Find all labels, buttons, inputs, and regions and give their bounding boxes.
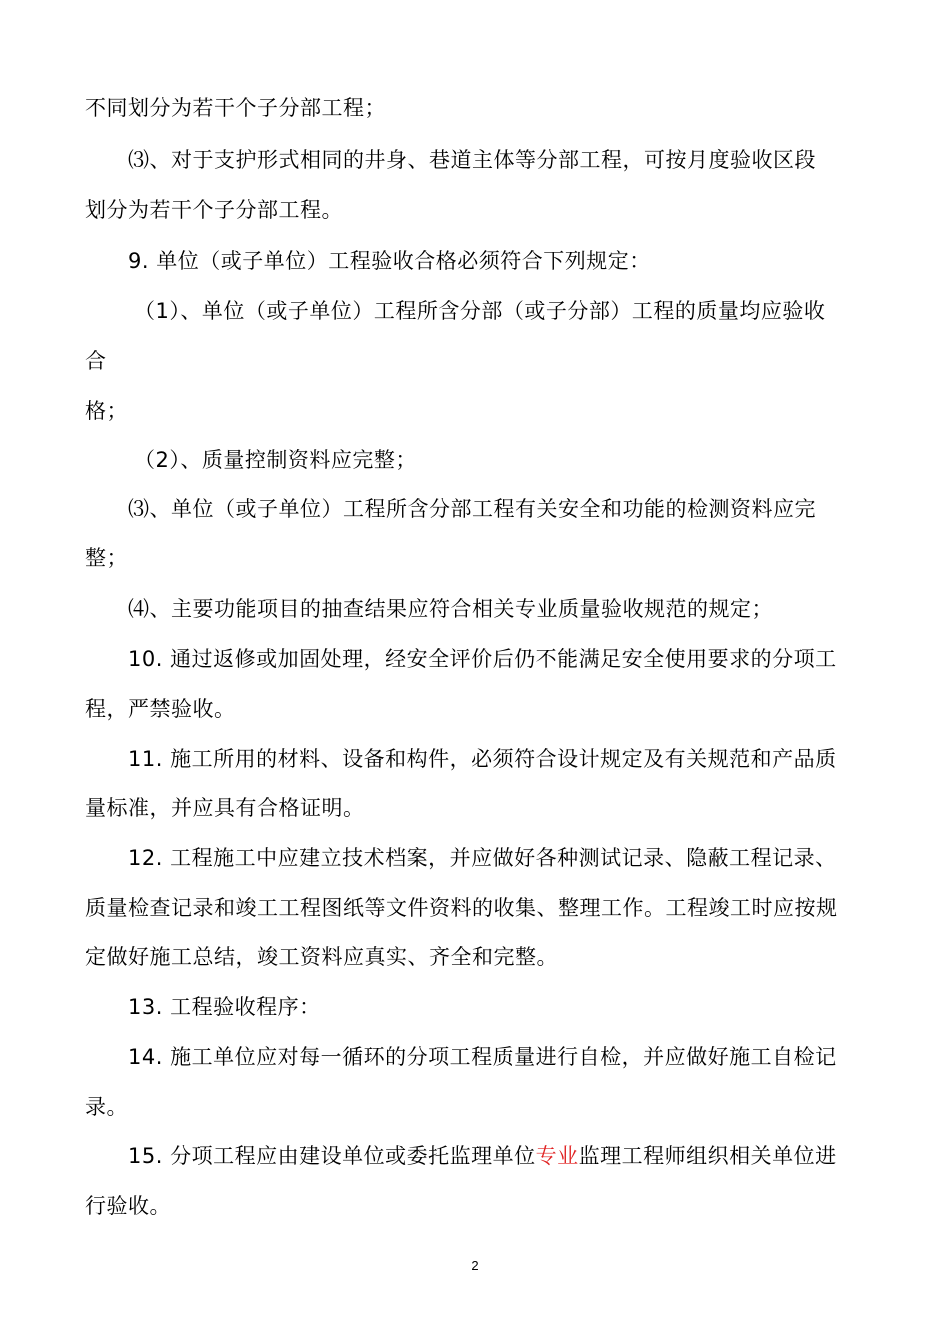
text-line: 录。 — [85, 1095, 128, 1119]
text-line: ⑷、主要功能项目的抽查结果应符合相关专业质量验收规范的规定； — [128, 597, 773, 621]
text-line: 程，严禁验收。 — [85, 697, 236, 721]
text-line: ⑶、单位（或子单位）工程所含分部工程有关安全和功能的检测资料应完 — [128, 497, 816, 521]
text-line: 10. 通过返修或加固处理，经安全评价后仍不能满足安全使用要求的分项工 — [128, 647, 837, 671]
text-line: 13. 工程验收程序： — [128, 995, 321, 1019]
text-line: （1）、单位（或子单位）工程所含分部（或子分部）工程的质量均应验收 — [134, 299, 826, 323]
text-line: 划分为若干个子分部工程。 — [85, 198, 343, 222]
text-line: 不同划分为若干个子分部工程； — [85, 96, 386, 120]
text-line: 9. 单位（或子单位）工程验收合格必须符合下列规定： — [128, 249, 651, 273]
text-line: 量标准，并应具有合格证明。 — [85, 796, 365, 820]
text-line: 格； — [85, 399, 128, 423]
text-line: 行验收。 — [85, 1194, 171, 1218]
text-segment: 监理工程师组织相关单位进 — [578, 1144, 837, 1168]
text-line: 11. 施工所用的材料、设备和构件，必须符合设计规定及有关规范和产品质 — [128, 747, 837, 771]
page-number: 2 — [471, 1258, 479, 1273]
text-segment: 15. 分项工程应由建设单位或委托监理单位 — [128, 1144, 536, 1168]
text-line: （2）、质量控制资料应完整； — [134, 448, 417, 472]
text-line: 质量检查记录和竣工工程图纸等文件资料的收集、整理工作。工程竣工时应按规 — [85, 896, 838, 920]
text-line: 定做好施工总结，竣工资料应真实、齐全和完整。 — [85, 945, 558, 969]
text-line-15 — [128, 1142, 837, 1170]
text-line: ⑶、对于支护形式相同的井身、巷道主体等分部工程，可按月度验收区段 — [128, 148, 816, 172]
highlighted-text: 专业 — [535, 1144, 579, 1168]
text-line: 12. 工程施工中应建立技术档案，并应做好各种测试记录、隐蔽工程记录、 — [128, 846, 837, 870]
text-line: 合 — [85, 349, 107, 373]
text-line: 整； — [85, 546, 128, 570]
text-line: 14. 施工单位应对每一循环的分项工程质量进行自检，并应做好施工自检记 — [128, 1045, 837, 1069]
